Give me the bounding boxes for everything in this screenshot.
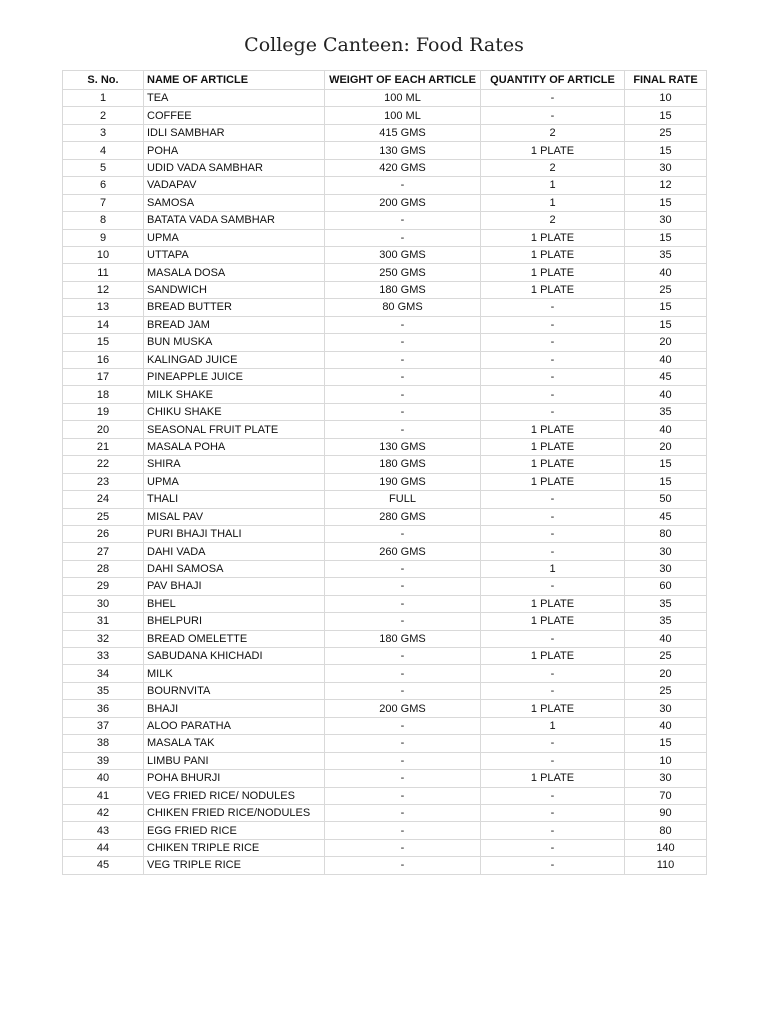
weight-cell: 100 ML bbox=[325, 90, 481, 107]
quantity-cell: 1 PLATE bbox=[481, 438, 625, 455]
table-row bbox=[63, 648, 707, 665]
article-name-cell: UDID VADA SAMBHAR bbox=[144, 159, 325, 176]
final-rate-cell: 20 bbox=[625, 438, 707, 455]
weight-cell: 180 GMS bbox=[325, 281, 481, 298]
serial-no-cell: 9 bbox=[63, 229, 144, 246]
final-rate-cell: 140 bbox=[625, 839, 707, 856]
final-rate-cell: 35 bbox=[625, 613, 707, 630]
table-row bbox=[63, 804, 707, 821]
final-rate-cell: 15 bbox=[625, 107, 707, 124]
article-name-cell: MILK bbox=[144, 665, 325, 682]
weight-cell: - bbox=[325, 682, 481, 699]
table-row bbox=[63, 491, 707, 508]
table-row bbox=[63, 351, 707, 368]
table-row bbox=[63, 543, 707, 560]
table-row bbox=[63, 316, 707, 333]
quantity-cell: - bbox=[481, 630, 625, 647]
article-name-cell: ALOO PARATHA bbox=[144, 717, 325, 734]
weight-cell: - bbox=[325, 229, 481, 246]
serial-no-cell: 29 bbox=[63, 578, 144, 595]
final-rate-cell: 15 bbox=[625, 299, 707, 316]
article-name-cell: MILK SHAKE bbox=[144, 386, 325, 403]
serial-no-cell: 5 bbox=[63, 159, 144, 176]
final-rate-cell: 45 bbox=[625, 508, 707, 525]
article-name-cell: SABUDANA KHICHADI bbox=[144, 648, 325, 665]
weight-cell: - bbox=[325, 403, 481, 420]
serial-no-cell: 21 bbox=[63, 438, 144, 455]
weight-cell: - bbox=[325, 735, 481, 752]
article-name-cell: BREAD OMELETTE bbox=[144, 630, 325, 647]
final-rate-cell: 15 bbox=[625, 142, 707, 159]
serial-no-cell: 43 bbox=[63, 822, 144, 839]
weight-cell: - bbox=[325, 752, 481, 769]
table-row bbox=[63, 752, 707, 769]
quantity-cell: - bbox=[481, 508, 625, 525]
quantity-cell: - bbox=[481, 351, 625, 368]
quantity-cell: - bbox=[481, 316, 625, 333]
final-rate-cell: 45 bbox=[625, 369, 707, 386]
quantity-cell: 1 PLATE bbox=[481, 770, 625, 787]
table-row bbox=[63, 264, 707, 281]
quantity-cell: 2 bbox=[481, 124, 625, 141]
final-rate-cell: 15 bbox=[625, 473, 707, 490]
weight-cell: - bbox=[325, 421, 481, 438]
serial-no-cell: 24 bbox=[63, 491, 144, 508]
article-name-cell: BATATA VADA SAMBHAR bbox=[144, 212, 325, 229]
table-row bbox=[63, 229, 707, 246]
article-name-cell: POHA BHURJI bbox=[144, 770, 325, 787]
article-name-cell: DAHI SAMOSA bbox=[144, 560, 325, 577]
quantity-cell: 1 PLATE bbox=[481, 142, 625, 159]
quantity-cell: 1 PLATE bbox=[481, 229, 625, 246]
serial-no-cell: 25 bbox=[63, 508, 144, 525]
article-name-cell: SEASONAL FRUIT PLATE bbox=[144, 421, 325, 438]
serial-no-cell: 20 bbox=[63, 421, 144, 438]
quantity-cell: 1 PLATE bbox=[481, 595, 625, 612]
table-header bbox=[63, 71, 707, 90]
table-body bbox=[63, 90, 707, 875]
table-row bbox=[63, 177, 707, 194]
article-name-cell: IDLI SAMBHAR bbox=[144, 124, 325, 141]
serial-no-cell: 37 bbox=[63, 717, 144, 734]
article-name-cell: BHEL bbox=[144, 595, 325, 612]
table-row bbox=[63, 438, 707, 455]
final-rate-cell: 25 bbox=[625, 648, 707, 665]
weight-cell: - bbox=[325, 717, 481, 734]
weight-cell: 250 GMS bbox=[325, 264, 481, 281]
header-row bbox=[63, 71, 707, 90]
final-rate-cell: 15 bbox=[625, 229, 707, 246]
table-row bbox=[63, 717, 707, 734]
article-name-cell: THALI bbox=[144, 491, 325, 508]
weight-cell: 180 GMS bbox=[325, 456, 481, 473]
article-name-cell: BHAJI bbox=[144, 700, 325, 717]
serial-no-cell: 7 bbox=[63, 194, 144, 211]
quantity-cell: 1 bbox=[481, 177, 625, 194]
table-row bbox=[63, 142, 707, 159]
serial-no-cell: 44 bbox=[63, 839, 144, 856]
table-row bbox=[63, 787, 707, 804]
article-name-cell: EGG FRIED RICE bbox=[144, 822, 325, 839]
serial-no-cell: 18 bbox=[63, 386, 144, 403]
weight-cell: 200 GMS bbox=[325, 194, 481, 211]
column-header-quantity: QUANTITY OF ARTICLE bbox=[481, 71, 625, 90]
table-row bbox=[63, 299, 707, 316]
quantity-cell: 1 PLATE bbox=[481, 473, 625, 490]
article-name-cell: PINEAPPLE JUICE bbox=[144, 369, 325, 386]
quantity-cell: 2 bbox=[481, 159, 625, 176]
weight-cell: - bbox=[325, 613, 481, 630]
article-name-cell: POHA bbox=[144, 142, 325, 159]
serial-no-cell: 14 bbox=[63, 316, 144, 333]
weight-cell: 415 GMS bbox=[325, 124, 481, 141]
weight-cell: 200 GMS bbox=[325, 700, 481, 717]
page-title: College Canteen: Food Rates bbox=[244, 34, 524, 56]
weight-cell: - bbox=[325, 578, 481, 595]
quantity-cell: 1 PLATE bbox=[481, 613, 625, 630]
final-rate-cell: 20 bbox=[625, 334, 707, 351]
article-name-cell: UTTAPA bbox=[144, 246, 325, 263]
final-rate-cell: 30 bbox=[625, 560, 707, 577]
serial-no-cell: 17 bbox=[63, 369, 144, 386]
column-header-serial-no: S. No. bbox=[63, 71, 144, 90]
quantity-cell: - bbox=[481, 334, 625, 351]
final-rate-cell: 15 bbox=[625, 194, 707, 211]
table-row bbox=[63, 369, 707, 386]
final-rate-cell: 35 bbox=[625, 403, 707, 420]
weight-cell: 180 GMS bbox=[325, 630, 481, 647]
weight-cell: - bbox=[325, 804, 481, 821]
table-row bbox=[63, 334, 707, 351]
table-row bbox=[63, 630, 707, 647]
serial-no-cell: 32 bbox=[63, 630, 144, 647]
final-rate-cell: 30 bbox=[625, 159, 707, 176]
article-name-cell: PAV BHAJI bbox=[144, 578, 325, 595]
article-name-cell: SHIRA bbox=[144, 456, 325, 473]
quantity-cell: - bbox=[481, 90, 625, 107]
quantity-cell: 1 PLATE bbox=[481, 700, 625, 717]
serial-no-cell: 3 bbox=[63, 124, 144, 141]
column-header-final-rate: FINAL RATE bbox=[625, 71, 707, 90]
quantity-cell: - bbox=[481, 665, 625, 682]
quantity-cell: - bbox=[481, 578, 625, 595]
article-name-cell: COFFEE bbox=[144, 107, 325, 124]
weight-cell: - bbox=[325, 560, 481, 577]
serial-no-cell: 27 bbox=[63, 543, 144, 560]
weight-cell: - bbox=[325, 665, 481, 682]
table-row bbox=[63, 857, 707, 874]
final-rate-cell: 15 bbox=[625, 456, 707, 473]
article-name-cell: MASALA TAK bbox=[144, 735, 325, 752]
weight-cell: - bbox=[325, 316, 481, 333]
quantity-cell: - bbox=[481, 525, 625, 542]
weight-cell: - bbox=[325, 177, 481, 194]
serial-no-cell: 19 bbox=[63, 403, 144, 420]
final-rate-cell: 35 bbox=[625, 595, 707, 612]
table-row bbox=[63, 839, 707, 856]
article-name-cell: VEG TRIPLE RICE bbox=[144, 857, 325, 874]
serial-no-cell: 23 bbox=[63, 473, 144, 490]
weight-cell: 280 GMS bbox=[325, 508, 481, 525]
article-name-cell: CHIKU SHAKE bbox=[144, 403, 325, 420]
serial-no-cell: 10 bbox=[63, 246, 144, 263]
serial-no-cell: 38 bbox=[63, 735, 144, 752]
serial-no-cell: 11 bbox=[63, 264, 144, 281]
table-row bbox=[63, 107, 707, 124]
final-rate-cell: 25 bbox=[625, 124, 707, 141]
weight-cell: - bbox=[325, 822, 481, 839]
weight-cell: - bbox=[325, 839, 481, 856]
quantity-cell: - bbox=[481, 839, 625, 856]
final-rate-cell: 40 bbox=[625, 386, 707, 403]
weight-cell: - bbox=[325, 369, 481, 386]
weight-cell: FULL bbox=[325, 491, 481, 508]
article-name-cell: SANDWICH bbox=[144, 281, 325, 298]
weight-cell: 80 GMS bbox=[325, 299, 481, 316]
table-row bbox=[63, 735, 707, 752]
article-name-cell: CHIKEN TRIPLE RICE bbox=[144, 839, 325, 856]
article-name-cell: VEG FRIED RICE/ NODULES bbox=[144, 787, 325, 804]
final-rate-cell: 80 bbox=[625, 822, 707, 839]
quantity-cell: 1 bbox=[481, 194, 625, 211]
article-name-cell: UPMA bbox=[144, 229, 325, 246]
final-rate-cell: 70 bbox=[625, 787, 707, 804]
article-name-cell: BUN MUSKA bbox=[144, 334, 325, 351]
article-name-cell: TEA bbox=[144, 90, 325, 107]
weight-cell: - bbox=[325, 770, 481, 787]
quantity-cell: 1 PLATE bbox=[481, 246, 625, 263]
final-rate-cell: 12 bbox=[625, 177, 707, 194]
table-row bbox=[63, 386, 707, 403]
serial-no-cell: 42 bbox=[63, 804, 144, 821]
final-rate-cell: 30 bbox=[625, 543, 707, 560]
article-name-cell: VADAPAV bbox=[144, 177, 325, 194]
final-rate-cell: 15 bbox=[625, 735, 707, 752]
food-rates-table bbox=[62, 70, 707, 875]
table-row bbox=[63, 560, 707, 577]
weight-cell: - bbox=[325, 525, 481, 542]
weight-cell: - bbox=[325, 351, 481, 368]
weight-cell: 300 GMS bbox=[325, 246, 481, 263]
quantity-cell: 1 bbox=[481, 717, 625, 734]
final-rate-cell: 35 bbox=[625, 246, 707, 263]
article-name-cell: MISAL PAV bbox=[144, 508, 325, 525]
weight-cell: - bbox=[325, 212, 481, 229]
quantity-cell: - bbox=[481, 857, 625, 874]
quantity-cell: - bbox=[481, 369, 625, 386]
final-rate-cell: 25 bbox=[625, 281, 707, 298]
final-rate-cell: 30 bbox=[625, 212, 707, 229]
serial-no-cell: 15 bbox=[63, 334, 144, 351]
column-header-name: NAME OF ARTICLE bbox=[144, 71, 325, 90]
article-name-cell: MASALA DOSA bbox=[144, 264, 325, 281]
serial-no-cell: 35 bbox=[63, 682, 144, 699]
final-rate-cell: 10 bbox=[625, 752, 707, 769]
table-row bbox=[63, 613, 707, 630]
table-row bbox=[63, 194, 707, 211]
weight-cell: 420 GMS bbox=[325, 159, 481, 176]
table-row bbox=[63, 421, 707, 438]
article-name-cell: DAHI VADA bbox=[144, 543, 325, 560]
quantity-cell: - bbox=[481, 386, 625, 403]
table-row bbox=[63, 281, 707, 298]
article-name-cell: BREAD BUTTER bbox=[144, 299, 325, 316]
article-name-cell: SAMOSA bbox=[144, 194, 325, 211]
table-row bbox=[63, 595, 707, 612]
quantity-cell: - bbox=[481, 299, 625, 316]
serial-no-cell: 12 bbox=[63, 281, 144, 298]
article-name-cell: BOURNVITA bbox=[144, 682, 325, 699]
quantity-cell: - bbox=[481, 822, 625, 839]
quantity-cell: - bbox=[481, 752, 625, 769]
quantity-cell: 1 PLATE bbox=[481, 456, 625, 473]
weight-cell: - bbox=[325, 787, 481, 804]
quantity-cell: - bbox=[481, 107, 625, 124]
article-name-cell: LIMBU PANI bbox=[144, 752, 325, 769]
final-rate-cell: 25 bbox=[625, 682, 707, 699]
final-rate-cell: 20 bbox=[625, 665, 707, 682]
serial-no-cell: 13 bbox=[63, 299, 144, 316]
serial-no-cell: 28 bbox=[63, 560, 144, 577]
serial-no-cell: 1 bbox=[63, 90, 144, 107]
final-rate-cell: 110 bbox=[625, 857, 707, 874]
weight-cell: - bbox=[325, 334, 481, 351]
final-rate-cell: 90 bbox=[625, 804, 707, 821]
weight-cell: - bbox=[325, 595, 481, 612]
article-name-cell: KALINGAD JUICE bbox=[144, 351, 325, 368]
column-header-weight: WEIGHT OF EACH ARTICLE bbox=[325, 71, 481, 90]
final-rate-cell: 40 bbox=[625, 630, 707, 647]
final-rate-cell: 40 bbox=[625, 264, 707, 281]
table-row bbox=[63, 124, 707, 141]
quantity-cell: 1 bbox=[481, 560, 625, 577]
table-row bbox=[63, 246, 707, 263]
final-rate-cell: 50 bbox=[625, 491, 707, 508]
table-row bbox=[63, 770, 707, 787]
final-rate-cell: 30 bbox=[625, 770, 707, 787]
final-rate-cell: 40 bbox=[625, 421, 707, 438]
serial-no-cell: 22 bbox=[63, 456, 144, 473]
quantity-cell: 2 bbox=[481, 212, 625, 229]
quantity-cell: - bbox=[481, 787, 625, 804]
table-row bbox=[63, 525, 707, 542]
final-rate-cell: 40 bbox=[625, 351, 707, 368]
table-row bbox=[63, 700, 707, 717]
table-row bbox=[63, 456, 707, 473]
table-row bbox=[63, 403, 707, 420]
serial-no-cell: 26 bbox=[63, 525, 144, 542]
serial-no-cell: 36 bbox=[63, 700, 144, 717]
serial-no-cell: 4 bbox=[63, 142, 144, 159]
quantity-cell: 1 PLATE bbox=[481, 264, 625, 281]
final-rate-cell: 40 bbox=[625, 717, 707, 734]
article-name-cell: BREAD JAM bbox=[144, 316, 325, 333]
quantity-cell: - bbox=[481, 491, 625, 508]
serial-no-cell: 31 bbox=[63, 613, 144, 630]
serial-no-cell: 33 bbox=[63, 648, 144, 665]
serial-no-cell: 39 bbox=[63, 752, 144, 769]
serial-no-cell: 41 bbox=[63, 787, 144, 804]
article-name-cell: UPMA bbox=[144, 473, 325, 490]
final-rate-cell: 10 bbox=[625, 90, 707, 107]
quantity-cell: 1 PLATE bbox=[481, 648, 625, 665]
quantity-cell: - bbox=[481, 403, 625, 420]
quantity-cell: - bbox=[481, 735, 625, 752]
quantity-cell: 1 PLATE bbox=[481, 421, 625, 438]
weight-cell: 130 GMS bbox=[325, 142, 481, 159]
serial-no-cell: 34 bbox=[63, 665, 144, 682]
serial-no-cell: 2 bbox=[63, 107, 144, 124]
table-row bbox=[63, 90, 707, 107]
weight-cell: - bbox=[325, 857, 481, 874]
article-name-cell: MASALA POHA bbox=[144, 438, 325, 455]
table-row bbox=[63, 508, 707, 525]
serial-no-cell: 30 bbox=[63, 595, 144, 612]
article-name-cell: CHIKEN FRIED RICE/NODULES bbox=[144, 804, 325, 821]
serial-no-cell: 8 bbox=[63, 212, 144, 229]
quantity-cell: - bbox=[481, 804, 625, 821]
final-rate-cell: 15 bbox=[625, 316, 707, 333]
serial-no-cell: 6 bbox=[63, 177, 144, 194]
table-row bbox=[63, 473, 707, 490]
weight-cell: - bbox=[325, 386, 481, 403]
table-row bbox=[63, 665, 707, 682]
article-name-cell: BHELPURI bbox=[144, 613, 325, 630]
final-rate-cell: 30 bbox=[625, 700, 707, 717]
quantity-cell: 1 PLATE bbox=[481, 281, 625, 298]
article-name-cell: PURI BHAJI THALI bbox=[144, 525, 325, 542]
serial-no-cell: 16 bbox=[63, 351, 144, 368]
weight-cell: 190 GMS bbox=[325, 473, 481, 490]
table-row bbox=[63, 578, 707, 595]
weight-cell: 260 GMS bbox=[325, 543, 481, 560]
quantity-cell: - bbox=[481, 543, 625, 560]
table-row bbox=[63, 822, 707, 839]
weight-cell: 130 GMS bbox=[325, 438, 481, 455]
table-row bbox=[63, 159, 707, 176]
final-rate-cell: 80 bbox=[625, 525, 707, 542]
table-row bbox=[63, 682, 707, 699]
quantity-cell: - bbox=[481, 682, 625, 699]
weight-cell: - bbox=[325, 648, 481, 665]
serial-no-cell: 45 bbox=[63, 857, 144, 874]
weight-cell: 100 ML bbox=[325, 107, 481, 124]
table-row bbox=[63, 212, 707, 229]
final-rate-cell: 60 bbox=[625, 578, 707, 595]
serial-no-cell: 40 bbox=[63, 770, 144, 787]
